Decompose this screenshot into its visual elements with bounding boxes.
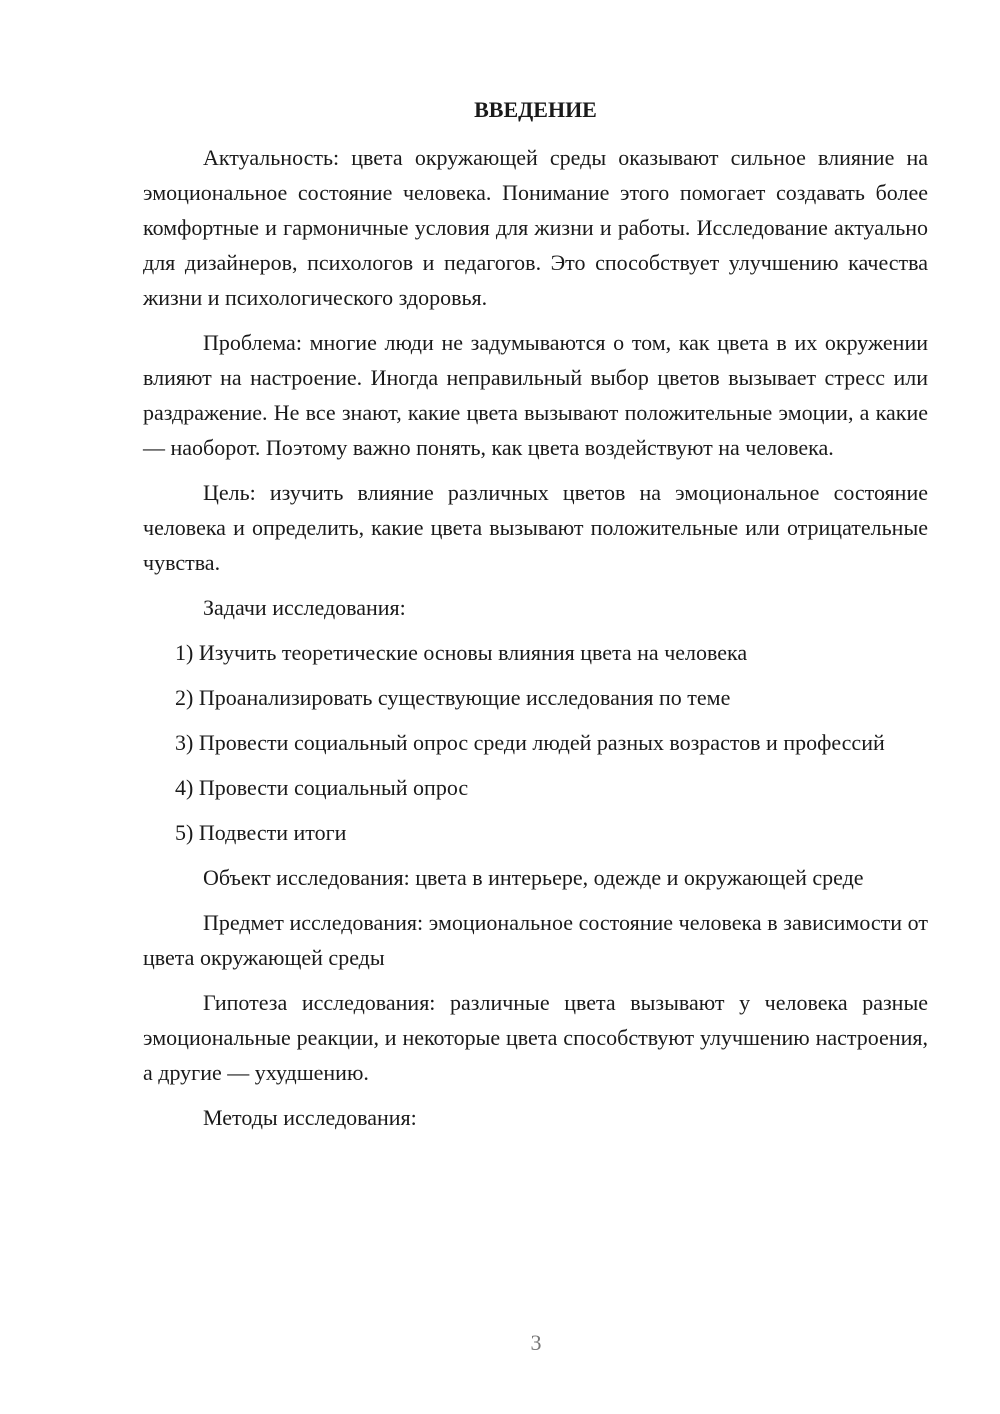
task-item-3: 3) Провести социальный опрос среди людей разных возрастов и профессий xyxy=(175,730,885,755)
problem-paragraph: Проблема: многие люди не задумываются о том, как цвета в их окружении влияют на настроение. Иногда неправильный выбор цветов вызывает стресс или раздражение. Не все знают, какие цвета вызывают положительные эмоции, а какие — наоборот. Поэтому важно понять, как цвета воздействуют на человека. xyxy=(143,330,928,460)
task-item-1: 1) Изучить теоретические основы влияния цвета на человека xyxy=(175,640,748,665)
tasks-heading: Задачи исследования: xyxy=(203,595,406,620)
document-page xyxy=(143,94,928,1145)
object-paragraph: Объект исследования: цвета в интерьере, одежде и окружающей среде xyxy=(203,865,864,890)
hypothesis-paragraph: Гипотеза исследования: различные цвета вызывают у человека разные эмоциональные реакции, и некоторые цвета способствуют улучшению настроения, а другие — ухудшению. xyxy=(143,990,928,1085)
task-item-5: 5) Подвести итоги xyxy=(175,820,347,845)
task-item-2: 2) Проанализировать существующие исследования по теме xyxy=(175,685,731,710)
subject-paragraph: Предмет исследования: эмоциональное состояние человека в зависимости от цвета окружающей среды xyxy=(143,910,928,970)
task-item-4: 4) Провести социальный опрос xyxy=(175,775,469,800)
methods-heading: Методы исследования: xyxy=(203,1105,417,1130)
goal-paragraph: Цель: изучить влияние различных цветов на эмоциональное состояние человека и определить, какие цвета вызывают положительные или отрицательные чувства. xyxy=(143,480,928,575)
page-title: ВВЕДЕНИЕ xyxy=(474,97,597,122)
page-number: 3 xyxy=(530,1330,542,1355)
relevance-paragraph: Актуальность: цвета окружающей среды оказывают сильное влияние на эмоциональное состояние человека. Понимание этого помогает создавать более комфортные и гармоничные условия для жизни и работы. Исследование актуально для дизайнеров, психологов и педагогов. Это способствует улучшению качества жизни и психологического здоровья. xyxy=(143,145,928,310)
